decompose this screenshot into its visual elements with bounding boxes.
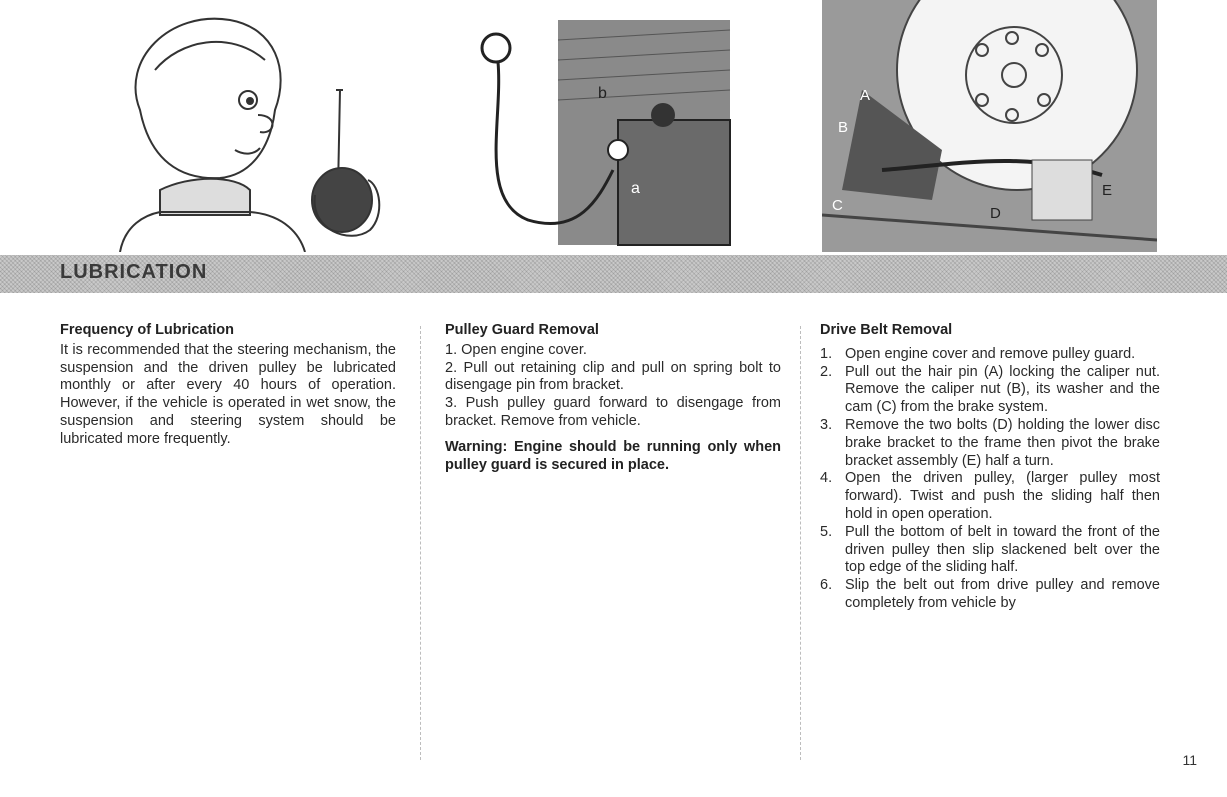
step-number: 2. xyxy=(820,363,833,380)
list-item: 1. Open engine cover. xyxy=(445,341,587,358)
label-e: E xyxy=(1102,182,1113,199)
label-c: C xyxy=(832,197,843,214)
section-title: LUBRICATION xyxy=(60,261,208,283)
step-number: 5. xyxy=(820,523,833,540)
drive-belt-section xyxy=(820,322,1160,613)
list-item xyxy=(820,417,1160,470)
list-item: 2. Pull out retaining clip and pull on spring bolt to disengage pin from bracket. xyxy=(445,359,781,394)
list-item xyxy=(820,524,1160,577)
page-number: 11 xyxy=(1182,752,1197,768)
frequency-heading: Frequency of Lubrication xyxy=(60,322,235,338)
brake-caliper-assembly-icon xyxy=(822,0,1157,252)
list-item xyxy=(820,346,1160,364)
pulley-guard-heading: Pulley Guard Removal xyxy=(445,322,599,338)
drive-belt-heading: Drive Belt Removal xyxy=(820,322,953,338)
list-item xyxy=(820,470,1160,523)
child-with-grease-gun-icon xyxy=(100,0,410,252)
step-text: Open engine cover and remove pulley guard. xyxy=(845,345,1136,362)
step-text: Pull the bottom of belt in toward the front of the driven pulley then slip slackened belt over the top edge of the sliding half. xyxy=(845,523,1160,576)
drive-belt-steps xyxy=(820,346,1160,613)
label-a: a xyxy=(631,180,640,197)
pulley-guard-clip-icon xyxy=(468,0,740,252)
frequency-body: It is recommended that the steering mechanism, the suspension and the driven pulley be lubricated monthly or after every 40 hours of operation. However, if the vehicle is operated in wet snow, the suspension and steering system should be lubricated more frequently. xyxy=(60,341,396,447)
section-band xyxy=(0,255,1227,293)
step-text: Open the driven pulley, (larger pulley most forward). Twist and push the sliding half then hold in open operation. xyxy=(845,470,1160,522)
step-number: 3. xyxy=(820,416,833,433)
label-b: B xyxy=(838,119,849,136)
step-number: 1. xyxy=(820,345,833,362)
label-b: b xyxy=(598,85,607,102)
step-number: 6. xyxy=(820,577,833,594)
pulley-guard-illustration xyxy=(468,0,740,252)
step-text: Remove the two bolts (D) holding the lower disc brake bracket to the frame then pivot the brake bracket assembly (E) half a turn. xyxy=(845,416,1160,469)
pulley-guard-section xyxy=(445,322,781,474)
column-divider xyxy=(800,326,801,760)
list-item xyxy=(820,364,1160,417)
step-text: Slip the belt out from drive pulley and remove completely from vehicle by xyxy=(845,577,1160,611)
warning-text: Warning: Engine should be running only when pulley guard is secured in place. xyxy=(445,438,781,473)
list-item: 3. Push pulley guard forward to disengage from bracket. Remove from vehicle. xyxy=(445,395,781,429)
label-d: D xyxy=(990,205,1001,222)
step-number: 4. xyxy=(820,470,833,487)
column-divider xyxy=(420,326,421,760)
list-item xyxy=(820,577,1160,613)
child-illustration xyxy=(100,0,410,252)
frequency-section xyxy=(60,322,396,449)
step-text: Pull out the hair pin (A) locking the caliper nut. Remove the caliper nut (B), its washer and the cam (C) from the brake system. xyxy=(845,363,1160,416)
brake-assembly-illustration xyxy=(822,0,1157,252)
pulley-guard-steps xyxy=(445,342,781,431)
label-a: A xyxy=(860,87,871,104)
